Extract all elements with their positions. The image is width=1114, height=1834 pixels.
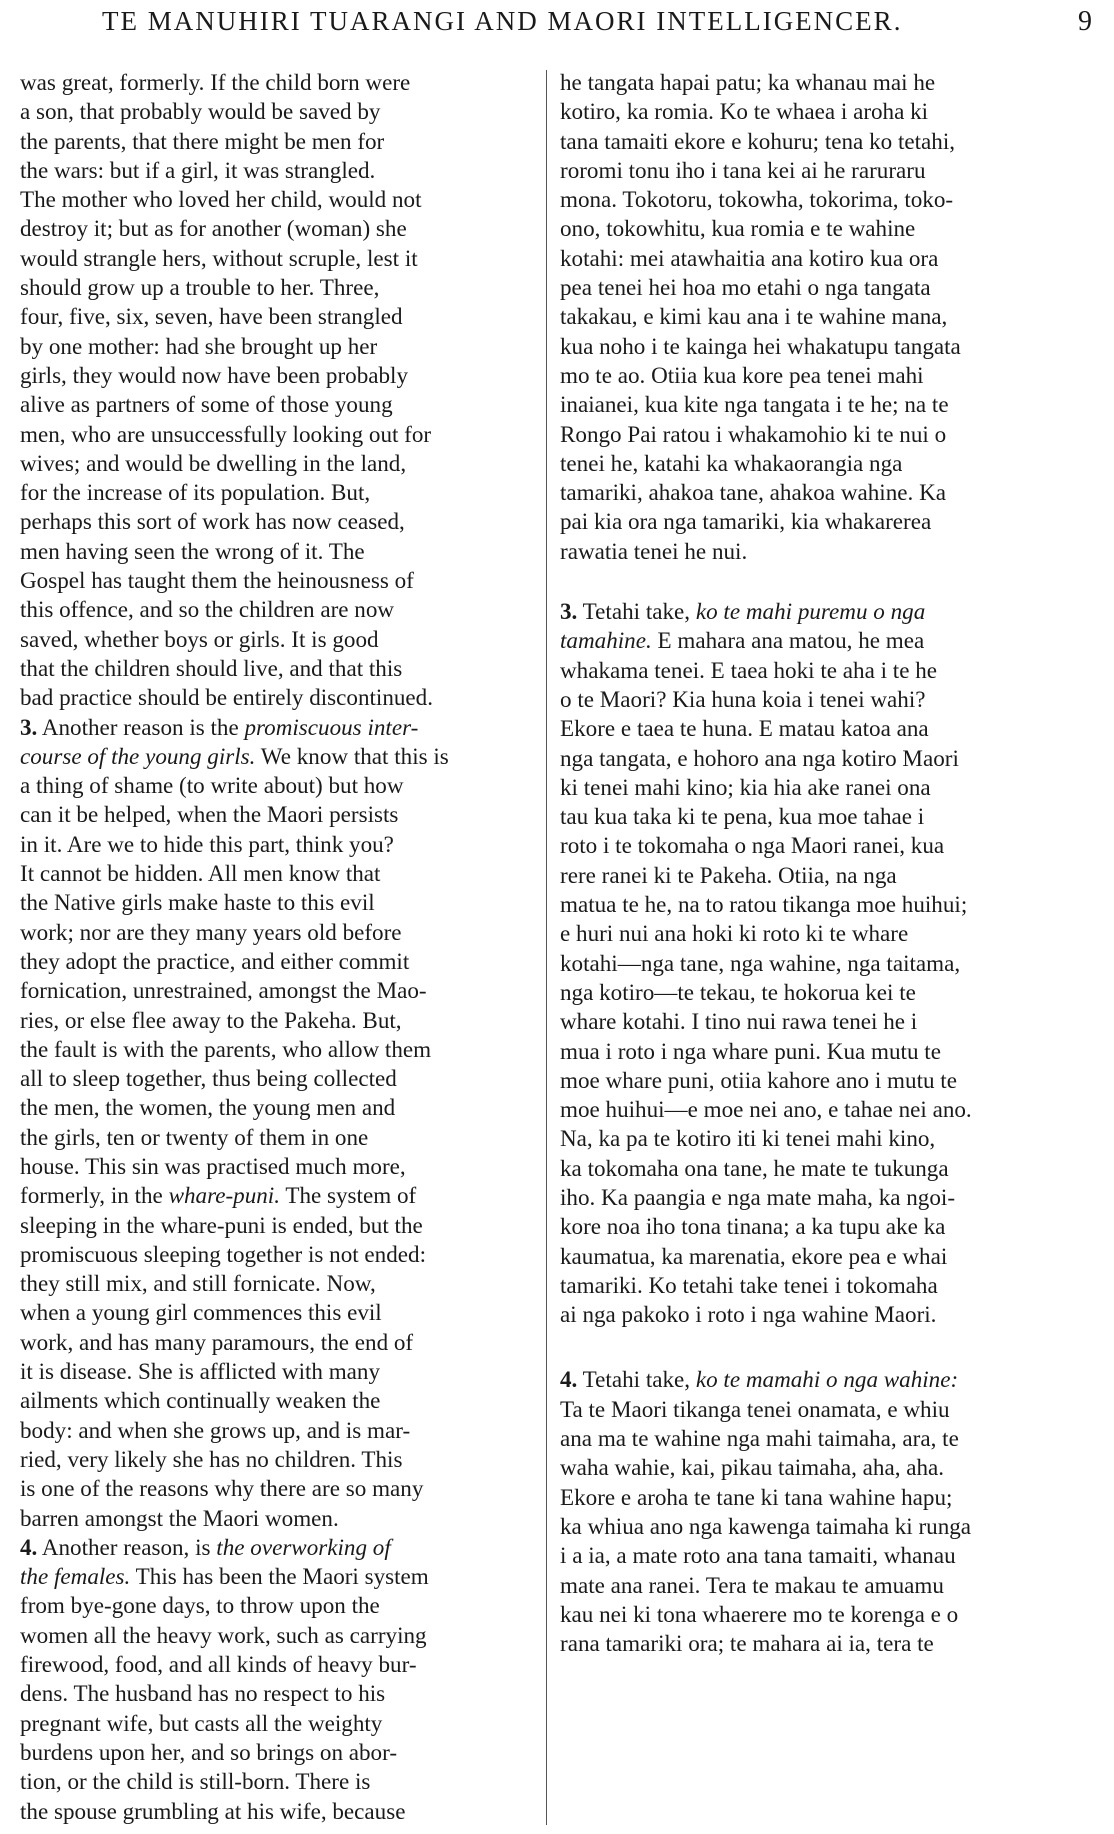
english-column — [20, 68, 551, 1826]
section-lead: Another reason is the — [37, 713, 245, 740]
section-lead: Another reason, is — [37, 1533, 217, 1560]
page-header — [0, 0, 1114, 60]
section-lead: Tetahi take, — [577, 598, 696, 625]
section-body: Ta te Maori tikanga tenei onamata, e whiu ana ma te wahine nga mahi taimaha, ara, te waha wahie, kai, pikau taimaha, aha, aha. Ekore e aroha te tane ki tana wahine hapu; ka whiua ano nga kawenga taimaha ki runga i a ia, a mate roto ana tana tamaiti, whanau mate ana ranei. Tera te makau te amuamu kau nei ki tona whaerere mo te korenga e o rana tamariki ora; te mahara ai ia, tera te — [560, 1395, 972, 1657]
english-paragraph-overworking — [20, 1533, 551, 1826]
section-lead: Tetahi take, — [577, 1366, 696, 1393]
section-number-3: 3. — [20, 713, 38, 740]
section-body: This has been the Maori system from bye-gone days, to throw upon the women all the heavy work, such as carrying firewood, food, and all kinds of heavy bur- dens. The husband has no respect to his pregnant wife, but casts all the weighty burdens upon her, and so brings on abor- tion, or the child is still-born. There is the spouse grumbling at his wife, because — [20, 1563, 429, 1824]
english-paragraph-infanticide: was great, formerly. If the child born were a son, that probably would be saved by the parents, that there might be men for the wars: but if a girl, it was strangled. The mother who loved her child, would not destroy it; but as for another (woman) she would strangle hers, without scruple, lest it should grow up a trouble to her. Three, four, five, six, seven, have been strangled by one mother: had she brought up her girls, they would now have been probably alive as partners of some of those young men, who are unsuccessfully looking out for wives; and would be dwelling in the land, for the increase of its population. But, perhaps this sort of work has now ceased, men having seen the wrong of it. The Gospel has taught them the heinousness of this offence, and so the children are now saved, whether boys or girls. It is good that the children should live, and that this bad practice should be entirely discontinued. — [20, 69, 433, 711]
section-number-4: 4. — [20, 1533, 38, 1560]
section-body: We know that this is a thing of shame (to write about) but how can it be helped, when the Maori persists in it. Are we to hide this part, think you? It cannot be hidden. All men know that the Native girls make haste to this evil work; nor are they many years old before they adopt the practice, and either commit fornication, unrestrained, amongst the Mao- ries, or else flee away to the Pakeha. But, the fault is with the parents, who allow them all to sleep together, thus being collected the men, the women, the young men and the girls, ten or twenty of them in one house. This sin was practised much more, formerly, in the — [20, 742, 449, 1209]
section-italic-title: ko te mahi puremu o nga tamahine. — [560, 598, 926, 654]
section-italic-title: ko te mamahi o nga wahine: — [695, 1366, 959, 1393]
section-body: E mahara ana matou, he mea whakama tenei. E taea hoki te aha i te he o te Maori? Kia huna koia i tenei wahi? Ekore e taea te huna. E matau katoa ana nga tangata, e hohoro ana nga kotiro Maori ki tenei mahi kino; kia hia ake ranei ona tau kua taka ki te pena, kua moe tahae i roto i te tokomaha o nga Maori ranei, kua rere ranei ki te Pakeha. Otiia, na nga matua te he, na to ratou tikanga moe huihui; e huri nui ana hoki ki roto ki te whare kotahi—nga tane, nga wahine, nga taitama, nga kotiro—te tekau, te hokorua kei te whare kotahi. I tino nui rawa tenei he i mua i roto i nga whare puni. Kua mutu te moe whare puni, otiia kahore ano i mutu te moe huihui—e moe nei ano, e tahae nei ano. Na, ka pa te kotiro iti ki tenei mahi kino, ka tokomaha ona tane, he mate te tukunga iho. Ka paangia e nga mate maha, ka ngoi- kore noa iho tona tinana; a ka tupu ake ka kaumatua, ka marenatia, ekore pea e whai tamariki. Ko tetahi take tenei i tokomaha ai nga pakoko i roto i nga wahine Maori. — [560, 627, 972, 1328]
whare-puni-term: whare-puni. — [168, 1182, 280, 1209]
paragraph-spacer — [560, 566, 1091, 597]
maori-paragraph-infanticide: he tangata hapai patu; ka whanau mai he kotiro, ka romia. Ko te whaea i aroha ki tana tamaiti ekore e kohuru; tena ko tetahi, roromi tonu iho i tana kei ai he raruraru mona. Tokotoru, tokowha, tokorima, toko- ono, tokowhitu, kua romia e te wahine kotahi: mei atawhaitia ana kotiro kua ora pea tenei hei hoa mo etahi o nga tangata takakau, e kimi kau ana i te wahine mana, kua noho i te kainga hei whakatupu tangata mo te ao. Otiia kua kore pea tenei mahi inaianei, kua kite nga tangata i te he; na te Rongo Pai ratou i whakamohio ki te nui o tenei he, katahi ka whakaorangia nga tamariki, ahakoa tane, ahakoa wahine. Ka pai kia ora nga tamariki, kia whakarerea rawatia tenei he nui. — [560, 69, 961, 564]
masthead-title: TE MANUHIRI TUARANGI AND MAORI INTELLIGENCER. — [102, 6, 903, 36]
section-italic-title: promiscuous inter- course of the young girls. — [20, 713, 419, 769]
page-number: 9 — [1078, 6, 1092, 37]
section-body-tail: The system of sleeping in the whare-puni is ended, but the promiscuous sleeping together is not ended: they still mix, and still fornicate. Now, when a young girl commences this evil work, and has many paramours, the end of it is disease. She is afflicted with many ailments which continually weaken the body: and when she grows up, and is mar- ried, very likely she has no children. This is one of the reasons why there are so many barren amongst the Maori women. — [20, 1182, 426, 1531]
maori-paragraph-promiscuity — [560, 597, 1091, 1329]
section-number-4: 4. — [560, 1366, 578, 1393]
maori-paragraph-overworking — [560, 1365, 1091, 1658]
maori-column — [560, 68, 1091, 1658]
section-italic-title: the overworking of the females. — [20, 1533, 391, 1590]
paragraph-spacer — [560, 1329, 1091, 1365]
section-number-3: 3. — [560, 598, 578, 625]
english-paragraph-promiscuity — [20, 713, 551, 1533]
